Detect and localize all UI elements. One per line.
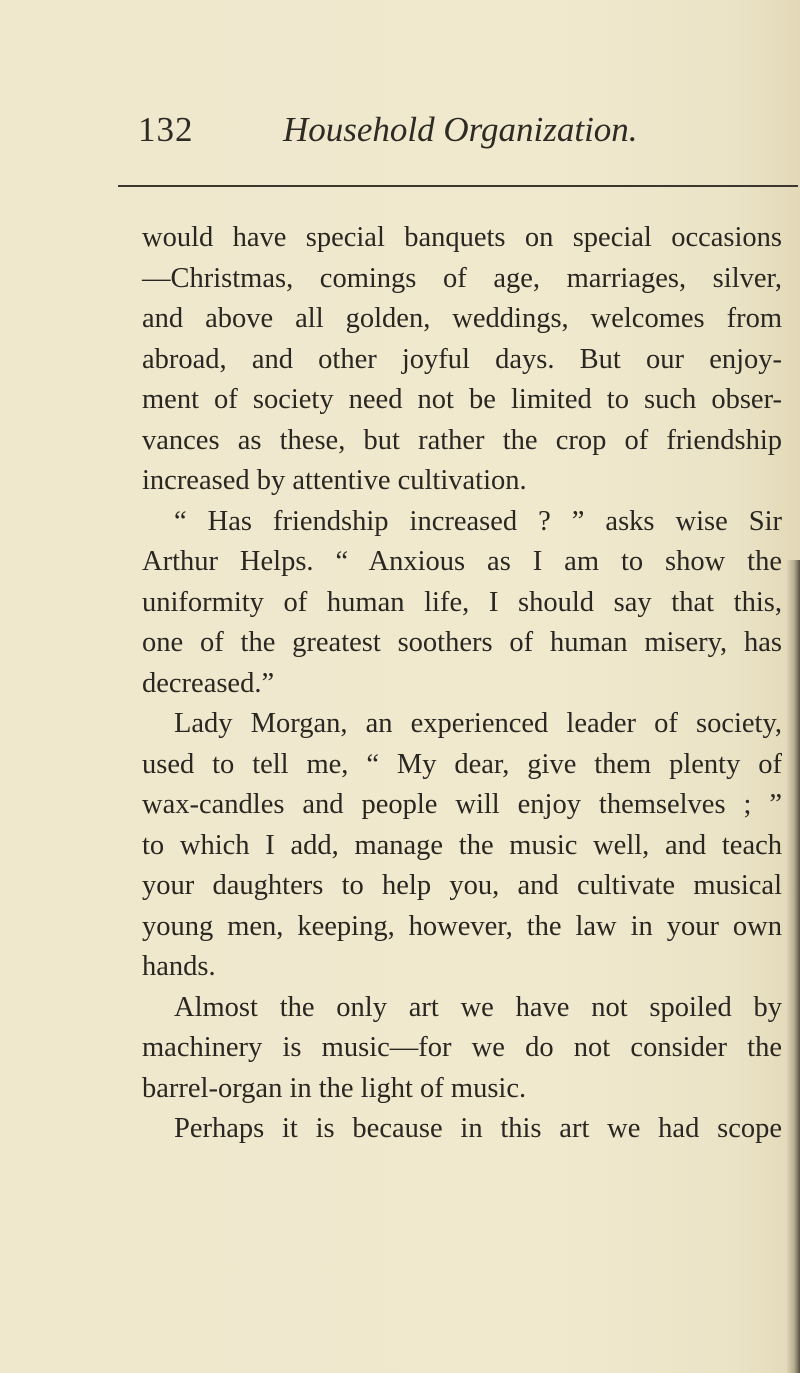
text-line: machinery is music—for we do not consider the (142, 1032, 782, 1063)
text-line: decreased.” (142, 667, 275, 699)
text-line: abroad, and other joyful days. But our enjoy- (142, 343, 782, 375)
text-line: —Christmas, comings of age, marriages, silver, (142, 262, 782, 294)
page-number: 132 (138, 110, 194, 149)
text-line: young men, keeping, however, the law in your own (142, 910, 782, 942)
body-text (142, 218, 782, 1150)
text-line: Lady Morgan, an experienced leader of society, (174, 708, 782, 739)
text-line: barrel-organ in the light of music. (142, 1072, 527, 1104)
text-line: would have special banquets on special occasions (142, 222, 782, 253)
header-rule (118, 185, 798, 187)
text-line: uniformity of human life, I should say that this, (142, 586, 782, 618)
text-line: “ Has friendship increased ? ” asks wise Sir (174, 505, 782, 537)
text-line: used to tell me, “ My dear, give them plenty of (142, 748, 782, 780)
text-line: Arthur Helps. “ Anxious as I am to show the (142, 546, 782, 577)
text-line: Almost the only art we have not spoiled by (174, 991, 782, 1023)
text-line: wax-candles and people will enjoy themselves ; ” (142, 789, 782, 820)
text-line: to which I add, manage the music well, and teach (142, 829, 782, 861)
page-edge-shadow (786, 560, 800, 1373)
text-line: one of the greatest soothers of human misery, has (142, 627, 782, 658)
text-line: Perhaps it is because in this art we had scope (174, 1113, 782, 1144)
text-line: ment of society need not be limited to such obser- (142, 384, 782, 415)
text-line: your daughters to help you, and cultivate musical (142, 870, 782, 901)
text-line: increased by attentive cultivation. (142, 465, 527, 496)
text-line: hands. (142, 951, 216, 982)
running-title: Household Organization. (283, 110, 638, 149)
running-head (118, 108, 798, 164)
text-line: and above all golden, weddings, welcomes from (142, 303, 782, 334)
text-line: vances as these, but rather the crop of friendship (142, 424, 782, 456)
